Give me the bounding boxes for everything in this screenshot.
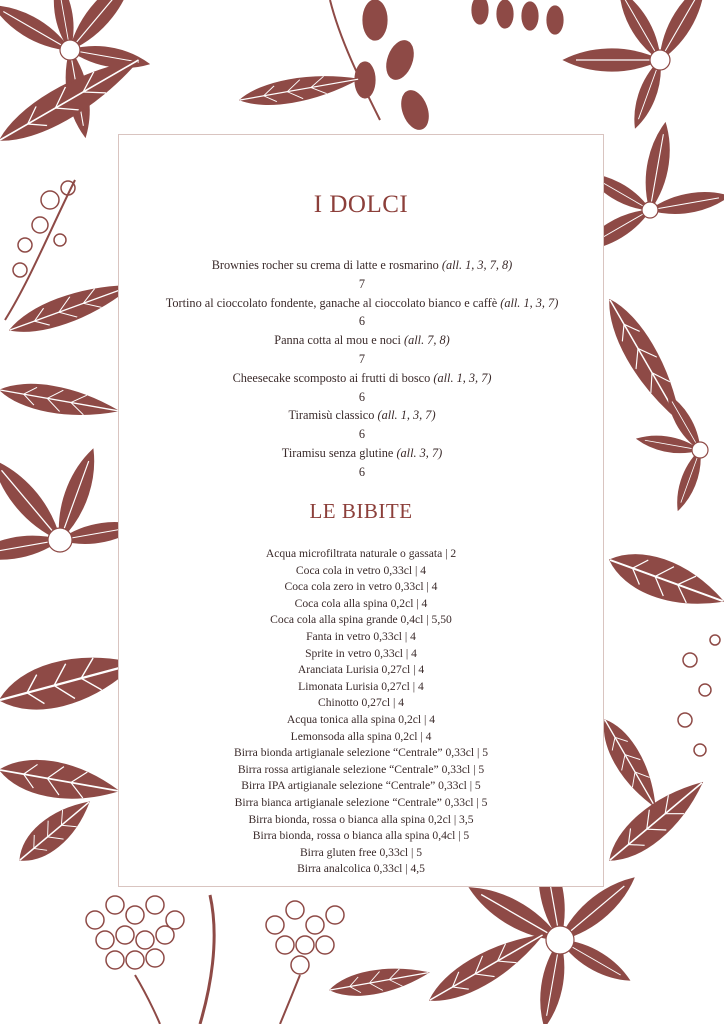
dessert-allergens: (all. 1, 3, 7, 8) [441, 258, 513, 272]
drink-item: Birra rossa artigianale selezione “Centrale” 0,33cl | 5 [237, 762, 485, 776]
drink-item: Birra bianca artigianale selezione “Centrale” 0,33cl | 5 [234, 795, 488, 809]
dessert-name: Brownies rocher su crema di latte e rosmarino [211, 258, 439, 272]
drink-item: Coca cola alla spina 0,2cl | 4 [294, 596, 428, 610]
dessert-name: Panna cotta al mou e noci [274, 333, 401, 348]
drink-item: Lemonsoda alla spina 0,2cl | 4 [290, 729, 432, 743]
dessert-allergens: (all. 3, 7) [396, 445, 443, 460]
dessert-name: Tiramisù classico [288, 408, 375, 423]
dessert-allergens: (all. 1, 3, 7) [433, 370, 492, 385]
drink-item: Birra bionda artigianale selezione “Centrale” 0,33cl | 5 [233, 746, 489, 760]
drink-item: Coca cola in vetro 0,33cl | 4 [295, 563, 427, 577]
dessert-item [101, 256, 623, 275]
drink-item: Birra bionda, rossa o bianca alla spina 0,4cl | 5 [252, 829, 470, 843]
drink-item: Limonata Lurisia 0,27cl | 4 [298, 679, 424, 693]
drink-item: Birra gluten free 0,33cl | 5 [299, 845, 423, 859]
drinks-title: LE BIBITE [309, 499, 413, 523]
lily-top-right [564, 0, 713, 130]
flower-right-middle [636, 391, 708, 513]
dessert-name: Tiramisu senza glutine [281, 445, 394, 460]
dessert-allergens: (all. 1, 3, 7) [500, 295, 559, 310]
drink-item: Acqua microfiltrata naturale o gassata | 2 [265, 547, 457, 560]
dessert-price: 6 [358, 389, 366, 404]
drink-item: Birra bionda, rossa o bianca alla spina 0,2cl | 3,5 [248, 812, 474, 826]
dessert-allergens: (all. 7, 8) [404, 333, 450, 348]
dessert-item [101, 369, 623, 388]
drink-item: Birra IPA artigianale selezione “Centrale” 0,33cl | 5 [241, 779, 481, 793]
dessert-item [101, 294, 623, 313]
dessert-item [101, 331, 623, 350]
dessert-price: 6 [358, 464, 366, 479]
dessert-name: Tortino al cioccolato fondente, ganache al cioccolato bianco e caffè [165, 295, 498, 310]
dessert-price: 6 [358, 314, 366, 329]
dessert-price: 7 [358, 351, 366, 366]
drink-item: Birra analcolica 0,33cl | 4,5 [297, 862, 425, 876]
drink-item: Coca cola zero in vetro 0,33cl | 4 [284, 580, 438, 594]
drink-item: Fanta in vetro 0,33cl | 4 [306, 629, 416, 643]
drink-item: Acqua tonica alla spina 0,2cl | 4 [286, 712, 436, 726]
drink-item: Aranciata Lurisia 0,27cl | 4 [297, 663, 425, 677]
desserts-list [101, 256, 623, 482]
dessert-item [101, 444, 623, 463]
dessert-allergens: (all. 1, 3, 7) [377, 408, 436, 423]
menu-panel [118, 134, 604, 887]
drink-item: Sprite in vetro 0,33cl | 4 [305, 646, 417, 660]
drinks-list [119, 546, 603, 878]
drink-item: Coca cola alla spina grande 0,4cl | 5,50 [270, 613, 452, 627]
dessert-name: Cheesecake scomposto ai frutti di bosco [232, 370, 431, 385]
dessert-price: 7 [358, 276, 366, 291]
desserts-title: I DOLCI [313, 191, 409, 218]
dessert-price: 6 [358, 427, 366, 442]
dessert-item [101, 406, 623, 425]
drink-item: Chinotto 0,27cl | 4 [317, 696, 405, 710]
